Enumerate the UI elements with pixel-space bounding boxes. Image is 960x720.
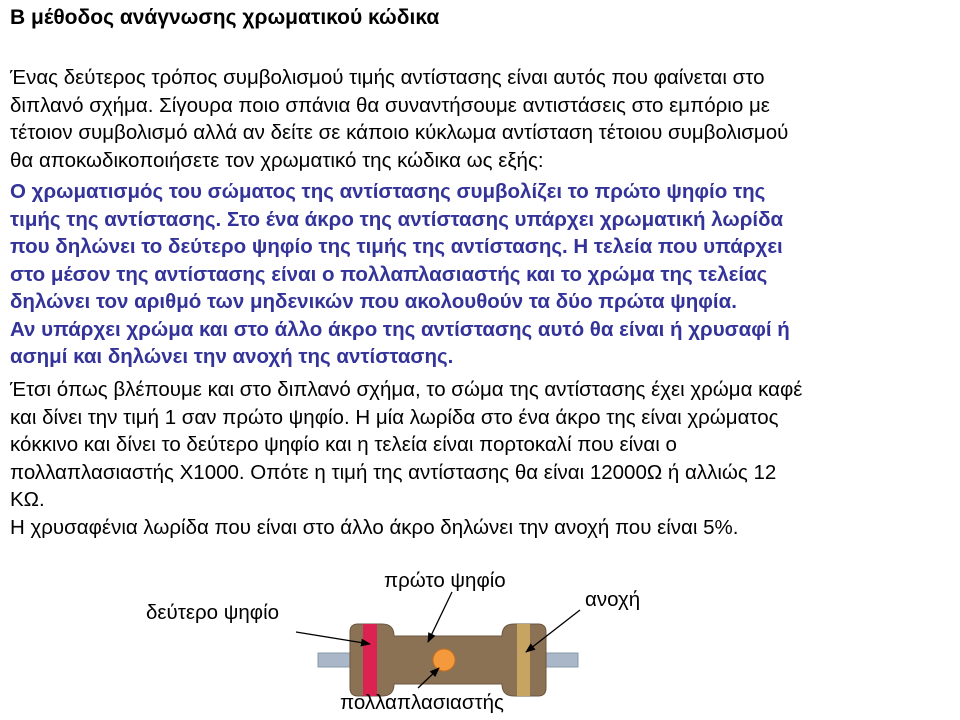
example-paragraph — [10, 376, 950, 541]
text-line: Έτσι όπως βλέπουμε και στο διπλανό σχήμα, το σώμα της αντίστασης έχει χρώμα καφέ — [10, 378, 803, 401]
text-line: δηλώνει τον αριθμό των μηδενικών που ακολουθούν τα δύο πρώτα ψηφία. — [10, 290, 737, 313]
label-tolerance: ανοχή — [585, 588, 641, 611]
text-line: τέτοιον συμβολισμό αλλά αν δείτε σε κάποιο κύκλωμα αντίσταση τέτοιου συμβολισμού — [10, 121, 789, 144]
first-digit-arrow — [428, 592, 452, 642]
intro-paragraph — [10, 64, 950, 174]
text-line: Ο χρωματισμός του σώματος της αντίστασης συμβολίζει το πρώτο ψηφίο της — [10, 180, 766, 203]
text-line: πολλαπλασιαστής Χ1000. Οπότε η τιμή της αντίστασης θα είναι 12000Ω ή αλλιώς 12 — [10, 460, 777, 484]
resistor-lead-right — [544, 653, 578, 667]
label-multiplier: πολλαπλασιαστής — [340, 691, 504, 714]
text-line: Ένας δεύτερος τρόπος συμβολισμού τιμής αντίστασης είναι αυτός που φαίνεται στο — [10, 66, 765, 89]
multiplier-dot — [433, 649, 455, 671]
text-line: ασημί και δηλώνει την ανοχή της αντίστασης. — [10, 345, 454, 368]
text-line: κόκκινο και δίνει το δεύτερο ψηφίο και η τελεία είναι πορτοκαλί που είναι ο — [10, 433, 677, 456]
text-line: θα αποκωδικοποιήσετε τον χρωματικό της κώδικα ως εξής: — [10, 148, 544, 172]
text-line: Η χρυσαφένια λωρίδα που είναι στο άλλο άκρο δηλώνει την ανοχή που είναι 5%. — [10, 515, 739, 539]
text-line: Αν υπάρχει χρώμα και στο άλλο άκρο της αντίστασης αυτό θα είναι ή χρυσαφί ή — [10, 317, 790, 341]
label-first-digit: πρώτο ψηφίο — [384, 569, 506, 592]
text-line: διπλανό σχήμα. Σίγουρα ποιο σπάνια θα συναντήσουμε αντιστάσεις στο εμπόριο με — [10, 93, 770, 117]
resistor-diagram — [0, 560, 960, 720]
label-second-digit: δεύτερο ψηφίο — [146, 601, 280, 624]
text-line: ΚΩ. — [10, 488, 45, 511]
text-line: στο μέσον της αντίστασης είναι ο πολλαπλασιαστής και το χρώμα της τελείας — [10, 262, 768, 286]
text-line: και δίνει την τιμή 1 σαν πρώτο ψηφίο. Η μία λωρίδα στο ένα άκρο της είναι χρώματος — [10, 405, 779, 429]
tolerance-band — [517, 624, 530, 696]
resistor-lead-left — [318, 653, 352, 667]
text-line: που δηλώνει το δεύτερο ψηφίο της τιμής της αντίστασης. Η τελεία που υπάρχει — [10, 235, 783, 258]
second-digit-band — [363, 624, 377, 696]
text-line: τιμής της αντίστασης. Στο ένα άκρο της αντίστασης υπάρχει χρωματική λωρίδα — [10, 207, 784, 231]
slide-title: Β μέθοδος ανάγνωσης χρωματικού κώδικα — [10, 6, 440, 29]
rule-paragraph — [10, 178, 950, 371]
